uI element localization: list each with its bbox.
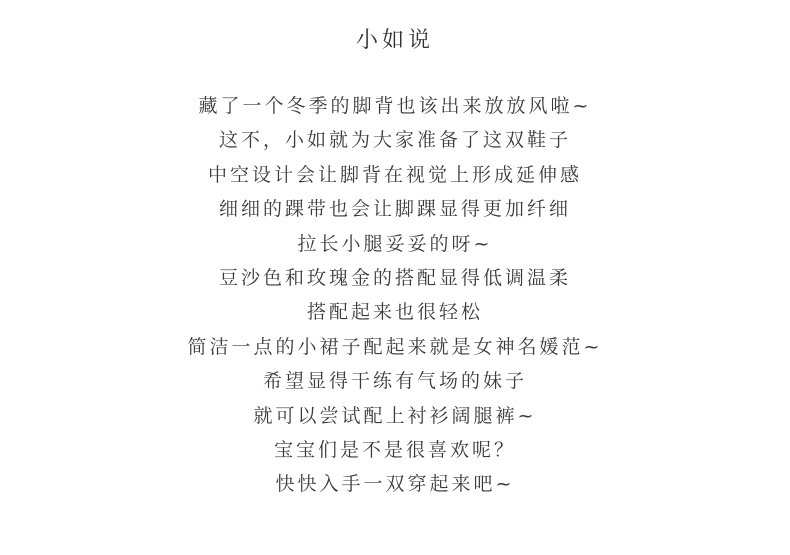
description-line: 藏了一个冬季的脚背也该出来放放风啦~ — [198, 95, 592, 117]
description-line: 中空设计会让脚背在视觉上形成延伸感 — [207, 163, 582, 186]
description-line: 细细的踝带也会让脚踝显得更加纤细 — [218, 198, 571, 221]
description-line: 这不，小如就为大家准备了这双鞋子 — [218, 129, 571, 152]
description-line: 搭配起来也很轻松 — [306, 301, 483, 324]
description-line: 豆沙色和玫瑰金的搭配显得低调温柔 — [218, 266, 571, 289]
description-line: 希望显得干练有气场的妹子 — [262, 370, 527, 393]
section-title: 小如说 — [355, 28, 434, 53]
description-line: 简洁一点的小裙子配起来就是女神名媛范~ — [187, 335, 603, 358]
description-line: 就可以尝试配上衬衫阔腿裤~ — [253, 404, 537, 427]
description-line: 宝宝们是不是很喜欢呢？ — [273, 438, 516, 461]
description-line: 拉长小腿妥妥的呀~ — [297, 232, 493, 255]
description-line: 快快入手一双穿起来吧~ — [275, 473, 515, 496]
description-lines — [0, 89, 790, 502]
